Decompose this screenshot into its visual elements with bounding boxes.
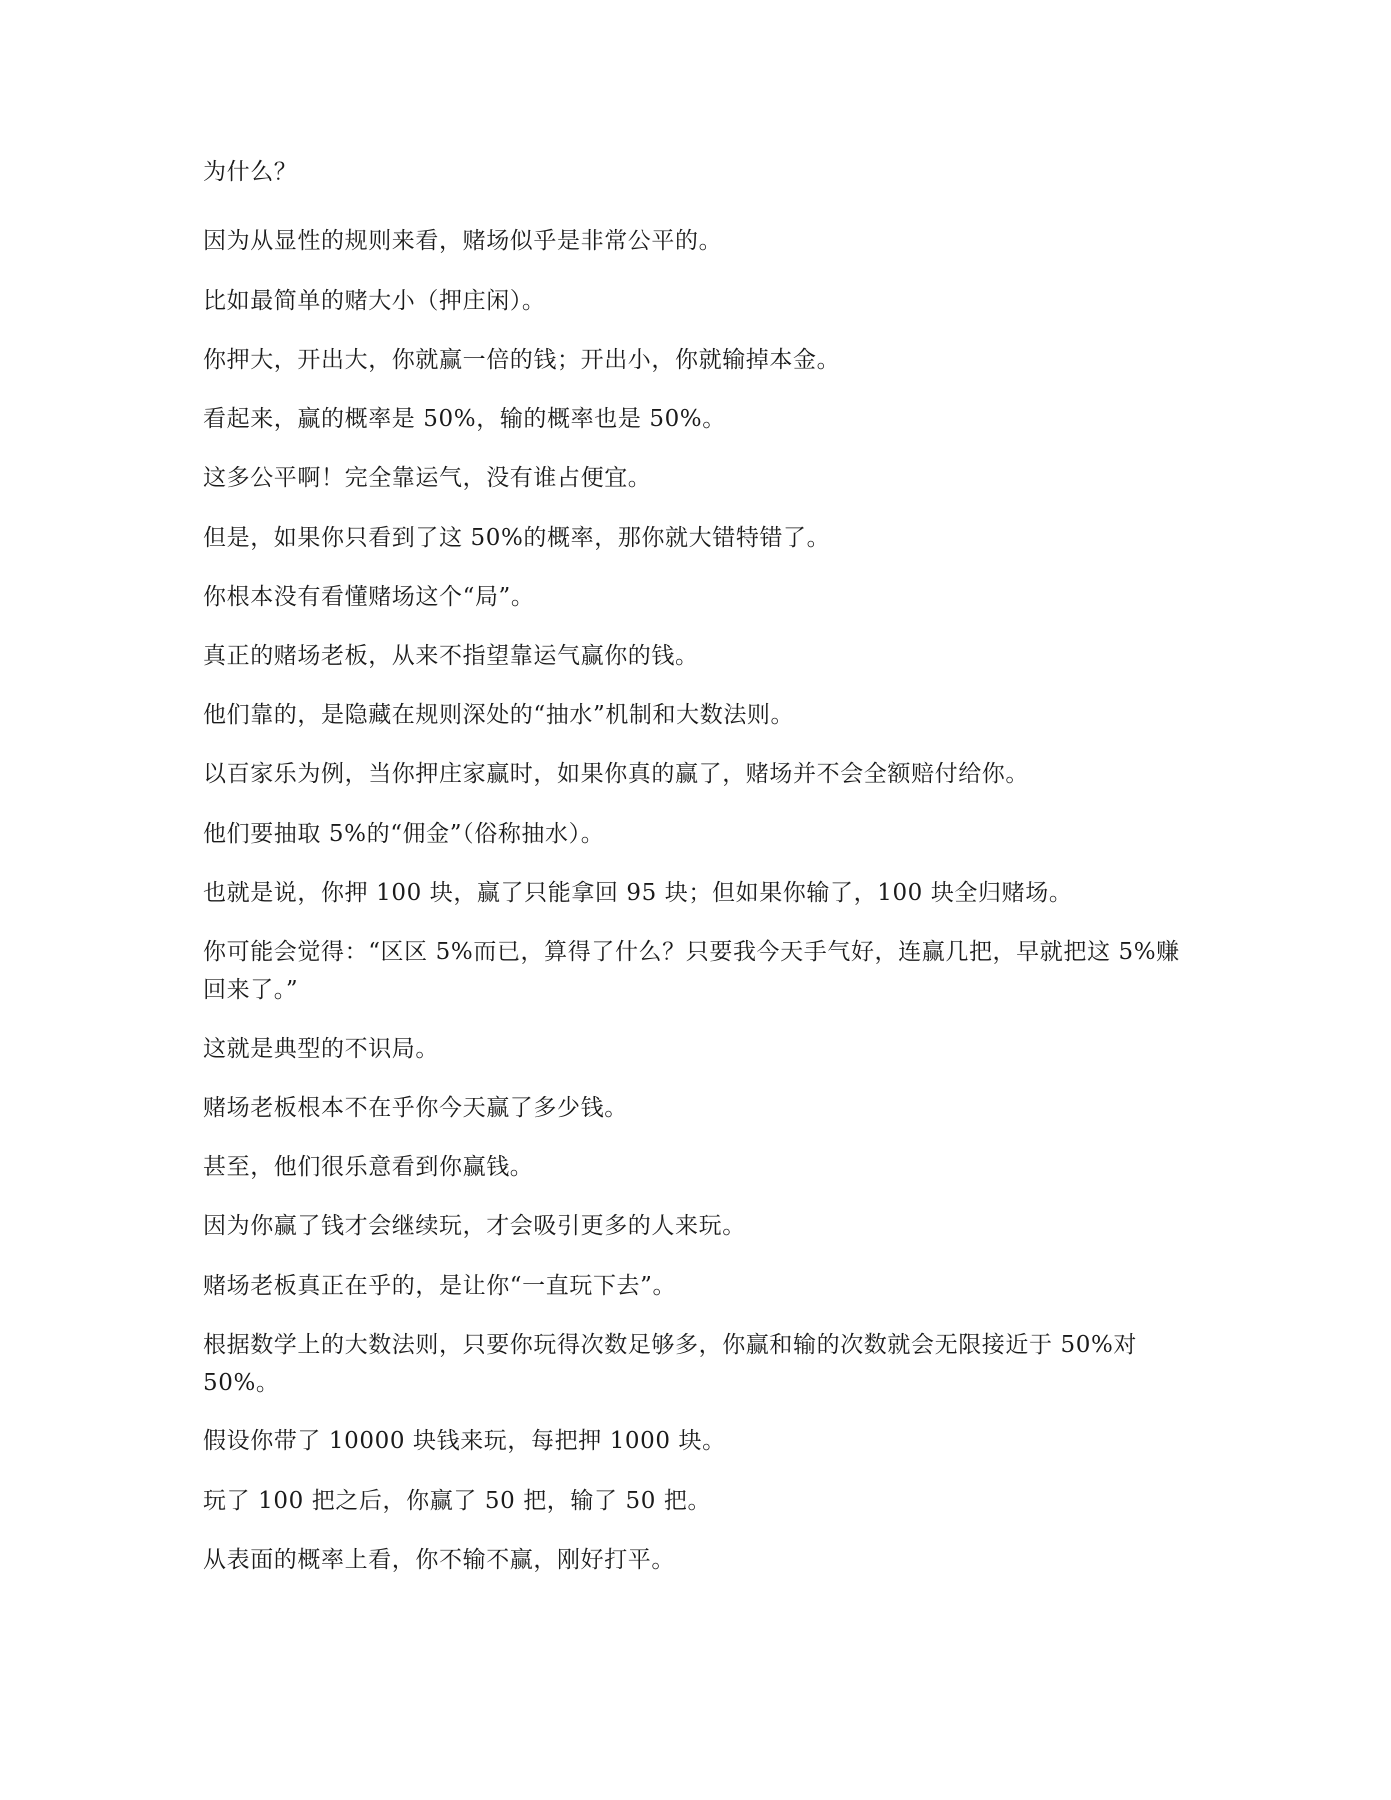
paragraph: 比如最简单的赌大小（押庄闲）。 — [203, 288, 546, 314]
paragraph: 真正的赌场老板，从来不指望靠运气赢你的钱。 — [203, 643, 699, 669]
paragraph: 赌场老板根本不在乎你今天赢了多少钱。 — [203, 1095, 628, 1121]
paragraph: 甚至，他们很乐意看到你赢钱。 — [203, 1154, 534, 1180]
paragraph: 你根本没有看懂赌场这个“局”。 — [203, 584, 535, 610]
paragraph: 假设你带了 10000 块钱来玩，每把押 1000 块。 — [203, 1428, 726, 1454]
paragraph: 因为你赢了钱才会继续玩，才会吸引更多的人来玩。 — [203, 1213, 746, 1239]
paragraph: 根据数学上的大数法则，只要你玩得次数足够多，你赢和输的次数就会无限接近于 50%对 50%。 — [203, 1332, 1138, 1396]
paragraph: 这就是典型的不识局。 — [203, 1036, 439, 1062]
paragraph: 以百家乐为例，当你押庄家赢时，如果你真的赢了，赌场并不会全额赔付给你。 — [203, 761, 1029, 787]
paragraph: 你押大，开出大，你就赢一倍的钱；开出小，你就输掉本金。 — [203, 347, 841, 373]
paragraph: 玩了 100 把之后，你赢了 50 把，输了 50 把。 — [203, 1488, 712, 1514]
paragraph: 也就是说，你押 100 块，赢了只能拿回 95 块；但如果你输了，100 块全归赌场。 — [203, 880, 1073, 906]
paragraph: 从表面的概率上看，你不输不赢，刚好打平。 — [203, 1547, 675, 1573]
paragraph: 他们靠的，是隐藏在规则深处的“抽水”机制和大数法则。 — [203, 702, 795, 728]
paragraph: 但是，如果你只看到了这 50%的概率，那你就大错特错了。 — [203, 525, 831, 551]
paragraph: 赌场老板真正在乎的，是让你“一直玩下去”。 — [203, 1273, 677, 1299]
paragraph: 你可能会觉得：“区区 5%而已，算得了什么？只要我今天手气好，连赢几把，早就把这 5%赚回来了。” — [203, 939, 1180, 1003]
paragraph: 这多公平啊！完全靠运气，没有谁占便宜。 — [203, 465, 652, 491]
paragraph: 他们要抽取 5%的“佣金”（俗称抽水）。 — [203, 821, 605, 847]
paragraph: 为什么？ — [203, 159, 298, 185]
paragraph: 看起来，赢的概率是 50%，输的概率也是 50%。 — [203, 406, 726, 432]
paragraph: 因为从显性的规则来看，赌场似乎是非常公平的。 — [203, 228, 723, 254]
